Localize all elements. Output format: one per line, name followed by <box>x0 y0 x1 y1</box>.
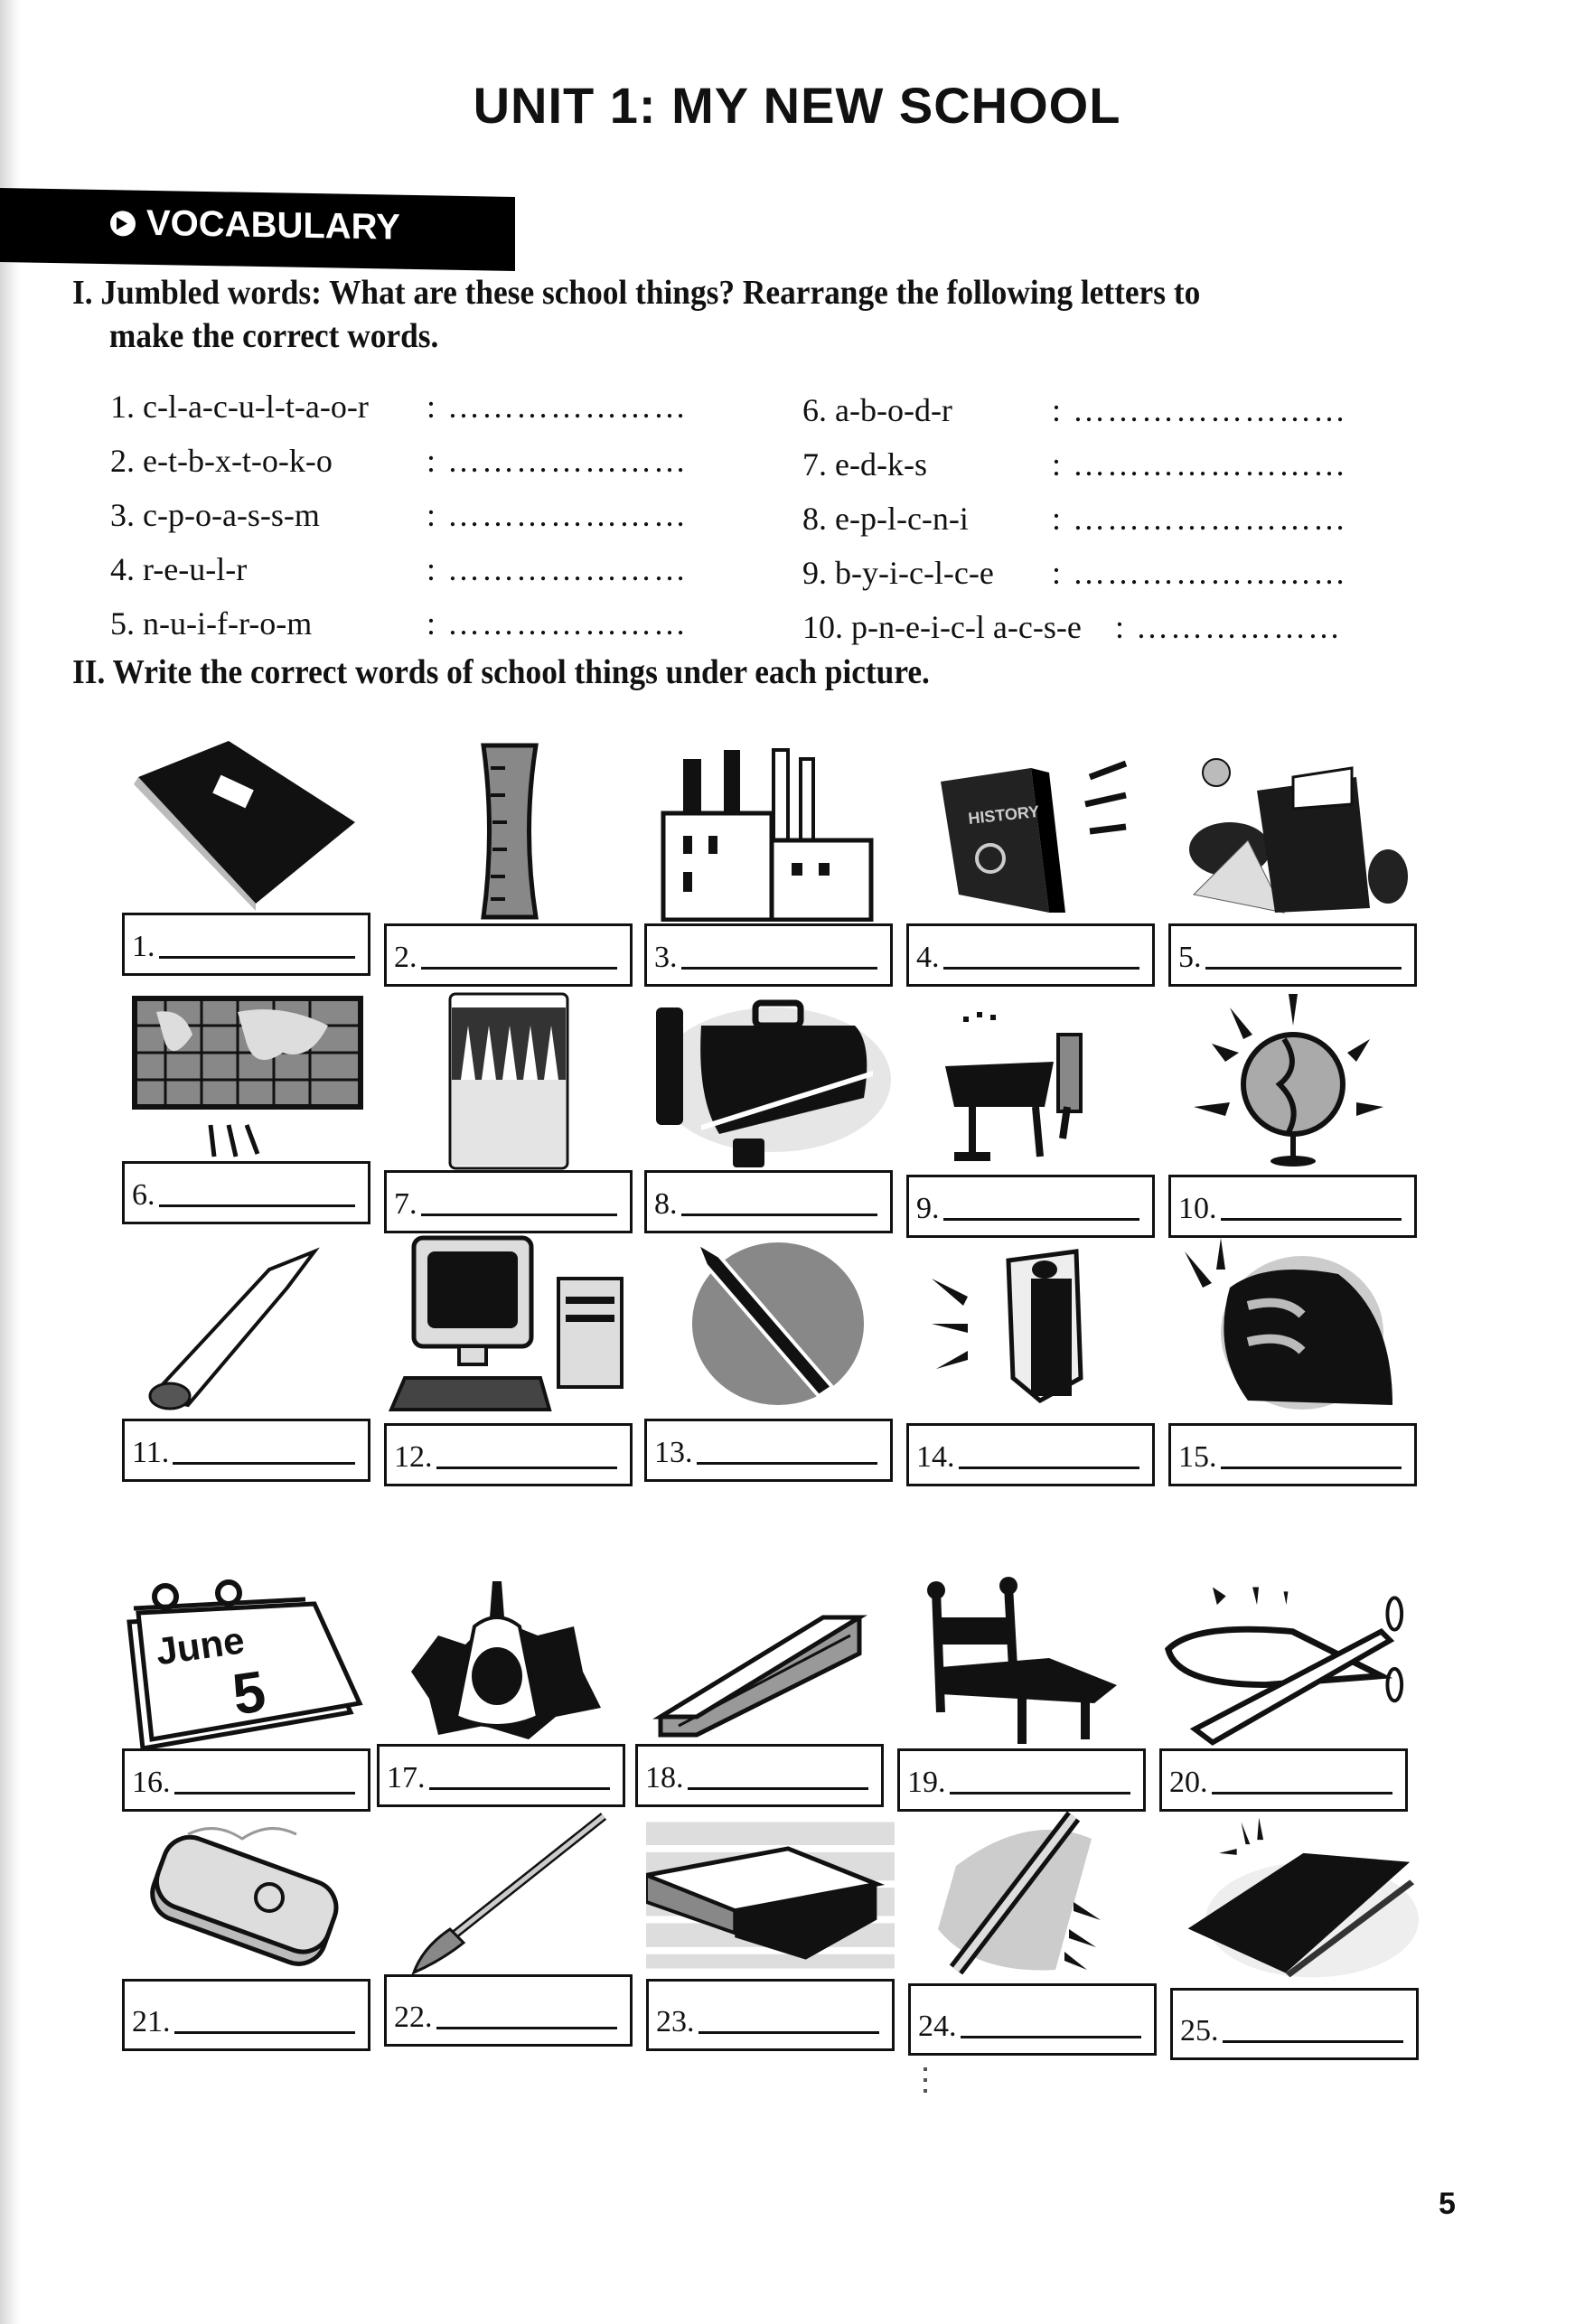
answer-box-8[interactable]: 8. <box>644 1170 893 1233</box>
item-number: 3. <box>110 497 135 533</box>
answer-blank[interactable]: …………………… <box>1073 501 1348 537</box>
board-eraser-icon <box>646 1812 895 1974</box>
jumbled-letters: r-e-u-l-r <box>143 551 248 587</box>
jumbled-letters: c-p-o-a-s-s-m <box>143 497 320 533</box>
answer-blank[interactable]: ……………… <box>1136 609 1343 645</box>
answer-blank[interactable]: …………………… <box>1073 446 1348 483</box>
pencil-holder-icon <box>644 732 893 922</box>
answer-box-13[interactable]: 13. <box>644 1419 893 1482</box>
item-number: 2. <box>110 443 135 479</box>
item-number: 4. <box>110 551 135 587</box>
picture-row-4 <box>122 1572 1423 1843</box>
jumbled-letters: n-u-i-f-r-o-m <box>143 605 313 642</box>
page-title: UNIT 1: MY NEW SCHOOL <box>473 77 1121 134</box>
chalk-icon <box>122 1233 370 1414</box>
section-banner-label: VOCABULARY <box>146 202 400 248</box>
exercise-1-heading <box>72 271 1518 358</box>
folder-icon <box>1170 1812 1419 1979</box>
picture-row-3 <box>122 1233 1423 1504</box>
jumbled-letters: b-y-i-c-l-c-e <box>835 555 994 591</box>
answer-box-17[interactable]: 17. <box>377 1744 625 1807</box>
calendar-icon <box>122 1572 370 1748</box>
jumbled-letters: c-l-a-c-u-l-t-a-o-r <box>143 389 369 425</box>
answer-box-11[interactable]: 11. <box>122 1419 370 1482</box>
answer-box-9[interactable]: 9. <box>906 1175 1155 1238</box>
answer-box-18[interactable]: 18. <box>635 1744 884 1807</box>
page-number: 5 <box>1439 2187 1456 2221</box>
world-map-icon <box>122 985 370 1161</box>
notebook-icon <box>122 732 370 913</box>
answer-box-12[interactable]: 12. <box>384 1423 633 1486</box>
svg-text:HISTORY: HISTORY <box>966 801 1040 829</box>
answer-blank[interactable]: ………………… <box>447 551 689 587</box>
exercise-1-heading-line1: I. Jumbled words: What are these school things? Rearrange the following letters to <box>72 274 1201 312</box>
eraser-icon <box>635 1572 884 1744</box>
item-number: 9. <box>802 555 827 591</box>
lunch-box-icon <box>644 985 893 1170</box>
arrow-right-circle-icon <box>110 211 136 236</box>
history-book-icon <box>906 732 1155 922</box>
exercise-1-heading-line2: make the correct words. <box>108 317 439 355</box>
answer-box-25[interactable]: 25. <box>1170 1988 1419 2060</box>
svg-text:5: 5 <box>228 1658 269 1728</box>
scissors-icon <box>1159 1572 1408 1748</box>
picture-row-5 <box>122 1812 1423 2083</box>
answer-box-19[interactable]: 19. <box>897 1748 1146 1812</box>
dictionary-book-icon <box>1168 732 1417 922</box>
answer-box-7[interactable]: 7. <box>384 1170 633 1233</box>
answer-box-2[interactable]: 2. <box>384 923 633 987</box>
answer-box-14[interactable]: 14. <box>906 1423 1155 1486</box>
computer-icon <box>384 1233 633 1414</box>
item-number: 5. <box>110 605 135 642</box>
jumbled-letters: p-n-e-i-c-l a-c-s-e <box>851 609 1082 645</box>
school-desk-icon <box>906 985 1155 1170</box>
answer-blank[interactable]: …………………… <box>1073 555 1348 591</box>
item-number: 10. <box>802 609 843 645</box>
globe-icon <box>1168 985 1417 1170</box>
jumbled-letters: e-p-l-c-n-i <box>835 501 969 537</box>
answer-blank[interactable]: ………………… <box>447 497 689 533</box>
item-number: 6. <box>802 392 827 428</box>
fountain-pen-icon <box>908 1812 1157 1974</box>
answer-box-15[interactable]: 15. <box>1168 1423 1417 1486</box>
answer-box-24[interactable]: 24. <box>908 1983 1157 2056</box>
jumbled-letters: e-d-k-s <box>835 446 927 483</box>
exercise-2-heading: II. Write the correct words of school things under each picture. <box>72 653 930 691</box>
item-number: 1. <box>110 389 135 425</box>
school-bag-icon <box>1168 1233 1417 1414</box>
answer-box-23[interactable]: 23. <box>646 1979 895 2051</box>
svg-text:June: June <box>153 1618 247 1673</box>
jumbled-letters: e-t-b-x-t-o-k-o <box>143 443 333 479</box>
page-edge-shadow <box>0 0 20 2324</box>
item-number: 7. <box>802 446 827 483</box>
answer-blank[interactable]: ………………… <box>447 443 689 479</box>
jumbled-letters: a-b-o-d-r <box>835 392 952 428</box>
section-banner <box>0 188 515 271</box>
answer-box-16[interactable]: 16. <box>122 1748 370 1812</box>
answer-box-10[interactable]: 10. <box>1168 1175 1417 1238</box>
paint-brush-icon <box>384 1812 633 1974</box>
answer-blank[interactable]: ………………… <box>447 605 689 642</box>
chair-icon <box>897 1572 1146 1748</box>
pencil-case-icon <box>122 1812 370 1970</box>
ruler-icon <box>384 732 633 922</box>
answer-blank[interactable]: ………………… <box>447 389 689 425</box>
answer-box-20[interactable]: 20. <box>1159 1748 1408 1812</box>
answer-blank[interactable]: …………………… <box>1073 392 1348 428</box>
marker-icon <box>644 1233 893 1414</box>
colored-pencils-box-icon <box>384 985 633 1170</box>
answer-box-22[interactable]: 22. <box>384 1974 633 2047</box>
glue-bottle-icon <box>377 1572 625 1744</box>
answer-box-21[interactable]: 21. <box>122 1979 370 2051</box>
answer-box-3[interactable]: 3. <box>644 923 893 987</box>
scan-artifact-dots <box>924 2067 927 2098</box>
answer-box-4[interactable]: 4. <box>906 923 1155 987</box>
picture-row-1 <box>122 732 1423 1003</box>
pencil-sharpener-icon <box>906 1233 1155 1414</box>
answer-box-5[interactable]: 5. <box>1168 923 1417 987</box>
item-number: 8. <box>802 501 827 537</box>
answer-box-1[interactable]: 1. <box>122 913 370 976</box>
answer-box-6[interactable]: 6. <box>122 1161 370 1224</box>
picture-row-2 <box>122 985 1423 1256</box>
